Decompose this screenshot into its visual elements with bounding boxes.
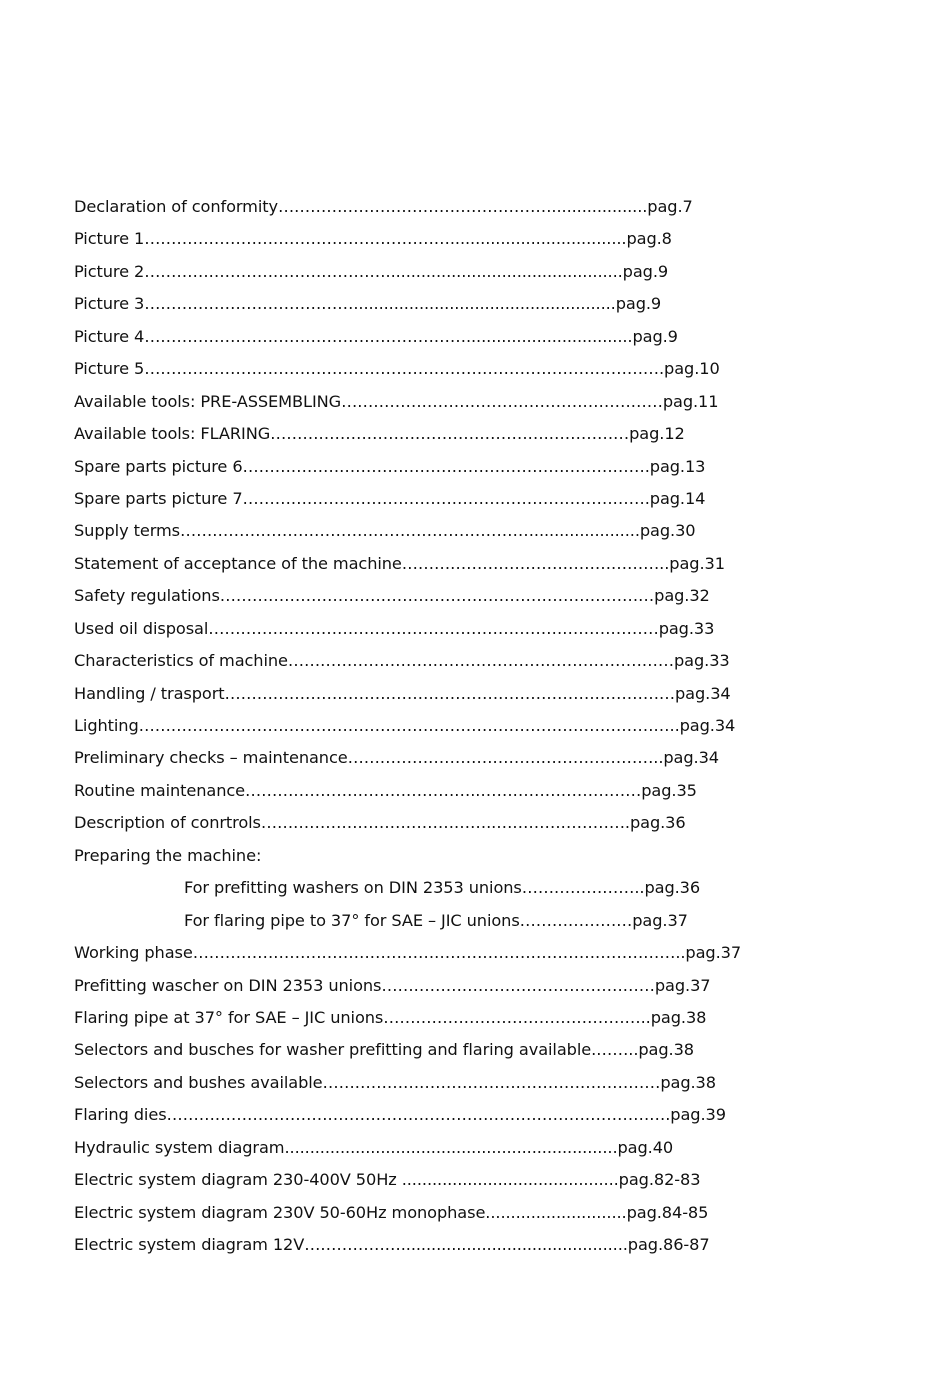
toc-entry xyxy=(74,618,774,650)
table-of-contents xyxy=(74,196,774,1266)
toc-entry xyxy=(74,1202,774,1234)
toc-subentry xyxy=(74,877,774,909)
toc-entry xyxy=(74,391,774,423)
toc-entry xyxy=(74,1234,774,1266)
toc-entry xyxy=(74,456,774,488)
toc-entry-text: Lighting………………………………………………………………………………………..pag.34 xyxy=(74,716,736,735)
toc-entry-text: Picture 1…………………………………………………...................................pag.8 xyxy=(74,229,672,249)
toc-entry xyxy=(74,650,774,682)
toc-entry-text: Preliminary checks – maintenance…………………………………………………..pag.34 xyxy=(74,748,719,768)
toc-entry-text: Declaration of conformity……………………………………………...................pag.7 xyxy=(74,197,693,216)
toc-entry-text: Electric system diagram 230V 50-60Hz monophase............................pag.84-85 xyxy=(74,1202,709,1222)
toc-entry xyxy=(74,423,774,455)
toc-entry xyxy=(74,715,774,747)
toc-entry xyxy=(74,780,774,812)
toc-entry-text: Spare parts picture 6………………………………………………………………….pag.13 xyxy=(74,456,706,476)
toc-entry xyxy=(74,1169,774,1201)
toc-entry xyxy=(74,812,774,844)
toc-entry-text: Flaring dies………………………………………………………………………………….pag.39 xyxy=(74,1105,726,1125)
toc-entry-text: Used oil disposal…………………………………………………………………………pag.33 xyxy=(74,618,715,638)
toc-entry-text: Selectors and busches for washer prefitting and flaring available.……..pag.38 xyxy=(74,1040,694,1060)
toc-section-heading xyxy=(74,845,774,877)
toc-entry-text: Hydraulic system diagram..................................................................pag.40 xyxy=(74,1137,674,1157)
toc-entry-text: Supply terms………………………………………………………….....................pag.30 xyxy=(74,521,696,541)
toc-entry xyxy=(74,1104,774,1136)
toc-entry-text: Picture 5…………………………………………………………………………………….pag.10 xyxy=(74,359,720,379)
toc-entry xyxy=(74,975,774,1007)
toc-entry-text: Spare parts picture 7………………………………………………………………….pag.14 xyxy=(74,488,706,508)
toc-entry xyxy=(74,228,774,260)
toc-entry-text: Working phase………………………………………………………………………………..pag.37 xyxy=(74,943,742,963)
toc-entry xyxy=(74,261,774,293)
toc-entry-text: Available tools: FLARING…………………………………………….……………pag.12 xyxy=(74,424,685,444)
toc-entry-text: Electric system diagram 230-400V 50Hz ...........................................pag.82-83 xyxy=(74,1170,701,1190)
toc-entry-text: Flaring pipe at 37° for SAE – JIC unions…………………………………………..pag.38 xyxy=(74,1007,707,1027)
toc-entry xyxy=(74,326,774,358)
toc-entry-text: Picture 4…………………………………………………….................................pag.9 xyxy=(74,326,678,346)
toc-entry-text: Routine maintenance……………………………………..…………………………pag.35 xyxy=(74,780,697,800)
toc-entry-text: Picture 2………………………………………...............................................pag.9 xyxy=(74,261,669,281)
toc-entry xyxy=(74,747,774,779)
toc-entry xyxy=(74,585,774,617)
toc-subentry xyxy=(74,910,774,942)
toc-entry-text: Characteristics of machine………………………………………………………………pag.33 xyxy=(74,651,730,671)
toc-entry xyxy=(74,358,774,390)
toc-entry-text: Safety regulations………………………………………………………………………pag.32 xyxy=(74,586,710,606)
toc-entry-text: Statement of acceptance of the machine…………………………………………..pag.31 xyxy=(74,553,725,573)
toc-entry-text: Handling / trasport…………………………………………………………………………pag.34 xyxy=(74,683,731,703)
toc-entry xyxy=(74,1007,774,1039)
toc-entry xyxy=(74,1137,774,1169)
toc-entry-text: Available tools: PRE-ASSEMBLING……………………………………………………pag.11 xyxy=(74,391,719,411)
toc-entry xyxy=(74,196,774,228)
toc-entry xyxy=(74,1039,774,1071)
toc-entry xyxy=(74,488,774,520)
toc-entry xyxy=(74,683,774,715)
toc-entry-text: Picture 3…………………………………....................................................pag.9 xyxy=(74,294,662,314)
toc-entry xyxy=(74,520,774,552)
toc-entry xyxy=(74,293,774,325)
toc-entry xyxy=(74,553,774,585)
toc-entry-text: Prefitting wascher on DIN 2353 unions……………………………………………pag.37 xyxy=(74,975,711,995)
toc-entry-text: For prefitting washers on DIN 2353 unions…………………..pag.36 xyxy=(184,878,701,898)
toc-entry xyxy=(74,942,774,974)
toc-entry-text: Electric system diagram 12V……………….............................................pag.86-87 xyxy=(74,1235,710,1254)
toc-entry-text: Selectors and bushes available………………………………………………………pag.38 xyxy=(74,1072,716,1092)
toc-entry-text: Preparing the machine: xyxy=(74,845,262,865)
toc-entry-text: For flaring pipe to 37° for SAE – JIC unions…………………pag.37 xyxy=(184,910,688,930)
toc-entry-text: Description of conrtrols……………………………………..…………………….pag.36 xyxy=(74,813,686,833)
toc-entry xyxy=(74,1072,774,1104)
